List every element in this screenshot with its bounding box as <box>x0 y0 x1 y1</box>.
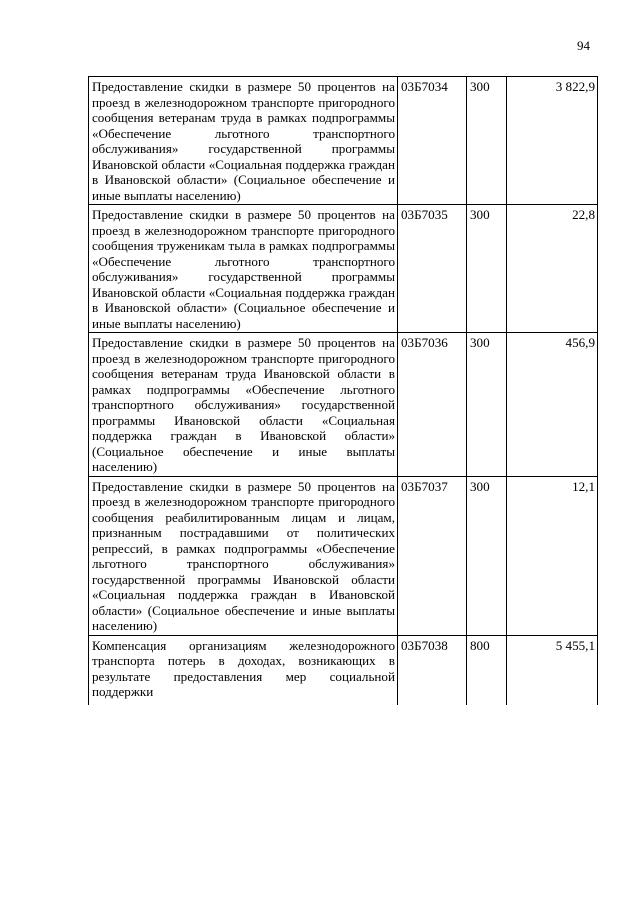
table-row <box>89 333 598 477</box>
row-description: Предоставление скидки в размере 50 процентов на проезд в железнодорожном транспорте пригородного сообщения труженикам тыла в рамках подпрограммы «Обеспечение льготного транспортного обслуживания» государственной программы Ивановской области «Социальная поддержка граждан в Ивановской области» (Социальное обеспечение и иные выплаты населению) <box>89 205 398 333</box>
row-amount: 3 822,9 <box>507 77 598 205</box>
row-amount: 456,9 <box>507 333 598 477</box>
table-row <box>89 476 598 635</box>
row-amount: 22,8 <box>507 205 598 333</box>
row-description: Предоставление скидки в размере 50 процентов на проезд в железнодорожном транспорте пригородного сообщения реабилитированным лицам и лицам, признанным пострадавшими от политических репрессий, в рамках подпрограммы «Обеспечение льготного транспортного обслуживания» государственной программы Ивановской области «Социальная поддержка граждан в Ивановской области» (Социальное обеспечение и иные выплаты населению) <box>89 476 398 635</box>
row-expense-type: 300 <box>467 77 507 205</box>
row-expense-type: 300 <box>467 205 507 333</box>
row-target-code: 03Б7038 <box>398 635 467 705</box>
row-target-code: 03Б7037 <box>398 476 467 635</box>
row-expense-type: 300 <box>467 333 507 477</box>
row-description: Компенсация организациям железнодорожного транспорта потерь в доходах, возникающих в результате предоставления мер социальной поддержки <box>89 635 398 705</box>
row-description: Предоставление скидки в размере 50 процентов на проезд в железнодорожном транспорте пригородного сообщения ветеранам труда в рамках подпрограммы «Обеспечение льготного транспортного обслуживания» государственной программы Ивановской области «Социальная поддержка граждан в Ивановской области» (Социальное обеспечение и иные выплаты населению) <box>89 77 398 205</box>
row-expense-type: 800 <box>467 635 507 705</box>
table-row <box>89 635 598 705</box>
row-expense-type: 300 <box>467 476 507 635</box>
row-target-code: 03Б7035 <box>398 205 467 333</box>
table-row <box>89 205 598 333</box>
table-row <box>89 77 598 205</box>
row-amount: 12,1 <box>507 476 598 635</box>
page-number: 94 <box>577 38 590 53</box>
row-description: Предоставление скидки в размере 50 процентов на проезд в железнодорожном транспорте пригородного сообщения ветеранам труда Ивановской области в рамках подпрограммы «Обеспечение льготного транспортного обслуживания» государственной программы Ивановской области «Социальная поддержка граждан в Ивановской области» (Социальное обеспечение и иные выплаты населению) <box>89 333 398 477</box>
row-amount: 5 455,1 <box>507 635 598 705</box>
row-target-code: 03Б7034 <box>398 77 467 205</box>
row-target-code: 03Б7036 <box>398 333 467 477</box>
budget-table <box>88 76 598 705</box>
